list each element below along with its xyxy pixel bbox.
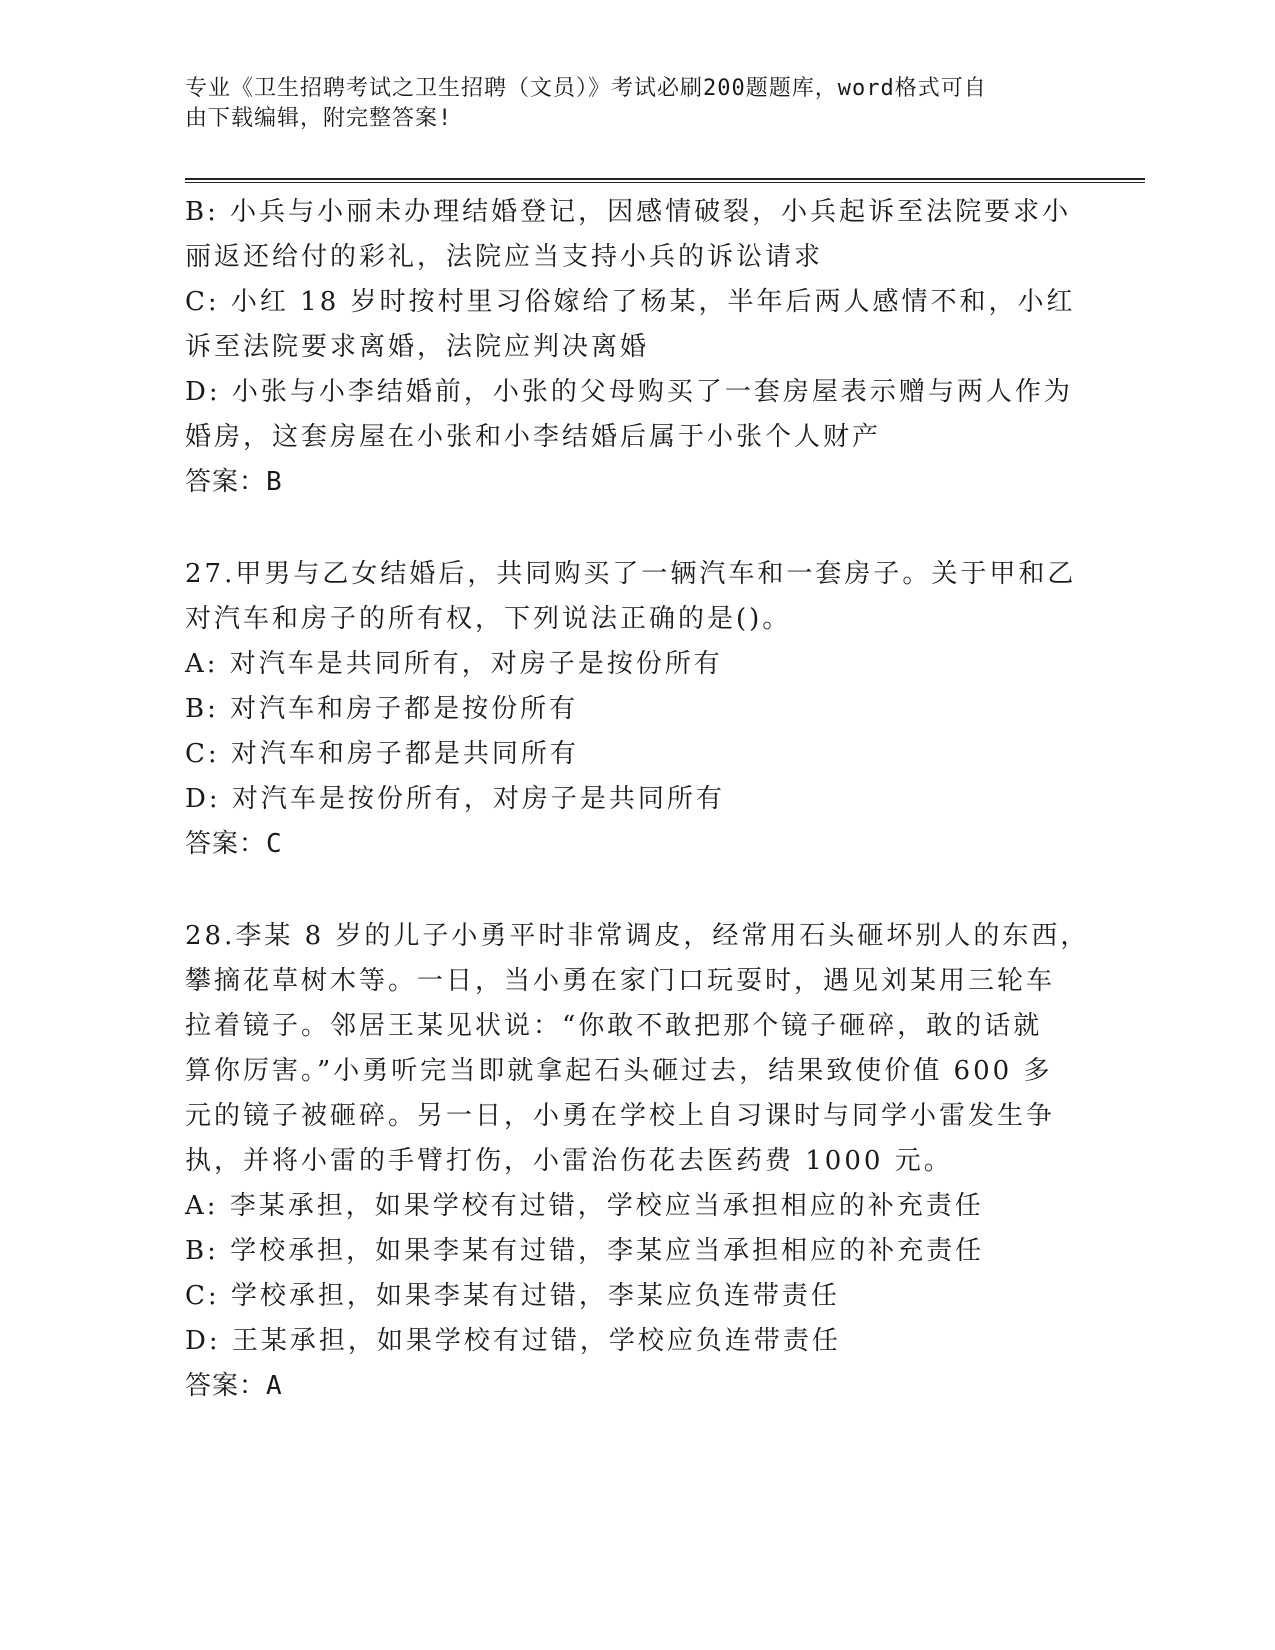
- header-divider-thick: [185, 178, 1145, 180]
- q28-stem-line-5: 元的镜子被砸碎。另一日，小勇在学校上自习课时与同学小雷发生争: [185, 1101, 1056, 1131]
- q28-option-b: B: 学校承担，如果李某有过错，李某应当承担相应的补充责任: [185, 1236, 985, 1266]
- q28-answer: [185, 1364, 1065, 1409]
- q28-option-c: C: 学校承担，如果李某有过错，李某应负连带责任: [185, 1281, 840, 1311]
- question-spacer: [185, 867, 1065, 914]
- q26-option-d-line-2: 婚房，这套房屋在小张和小李结婚后属于小张个人财产: [185, 422, 882, 452]
- q28-stem-line-3: 拉着镜子。邻居王某见状说：“你敢不敢把那个镜子砸碎，敢的话就: [185, 1011, 1043, 1041]
- q27-option-b: B: 对汽车和房子都是按份所有: [185, 694, 579, 724]
- q26-option-c-line-1: C: 小红 18 岁时按村里习俗嫁给了杨某，半年后两人感情不和，小红: [185, 287, 1076, 317]
- q27-option-d: D: 对汽车是按份所有，对房子是共同所有: [185, 784, 725, 814]
- answer-label: 答案：: [185, 467, 267, 497]
- q26-option-b-line-1: B: 小兵与小丽未办理结婚登记，因感情破裂，小兵起诉至法院要求小: [185, 197, 1072, 227]
- q27-answer: [185, 822, 1065, 867]
- q28-stem-line-4: 算你厉害。”小勇听完当即就拿起石头砸过去，结果致使价值 600 多: [185, 1056, 1053, 1086]
- q26-answer: [185, 460, 1065, 505]
- document-header: [185, 74, 1065, 134]
- q27-stem-line-1: 27.甲男与乙女结婚后，共同购买了一辆汽车和一套房子。关于甲和乙: [185, 559, 1077, 589]
- q26-option-b-line-2: 丽返还给付的彩礼，法院应当支持小兵的诉讼请求: [185, 242, 824, 272]
- q28-option-d: D: 王某承担，如果学校有过错，学校应负连带责任: [185, 1326, 841, 1356]
- header-divider-thin: [185, 182, 1145, 183]
- header-line-1: 专业《卫生招聘考试之卫生招聘（文员）》考试必刷200题题库，word格式可自: [185, 76, 987, 101]
- question-spacer: [185, 505, 1065, 552]
- question-26-continued: [185, 190, 1076, 505]
- question-27: [185, 552, 1077, 867]
- answer-value: A: [266, 1371, 283, 1401]
- q27-stem-line-2: 对汽车和房子的所有权，下列说法正确的是()。: [185, 604, 792, 634]
- q28-stem-line-6: 执，并将小雷的手臂打伤，小雷治伤花去医药费 1000 元。: [185, 1146, 953, 1176]
- q27-option-a: A: 对汽车是共同所有，对房子是按份所有: [185, 649, 723, 679]
- document-body: [185, 190, 1090, 1409]
- answer-label: 答案：: [185, 829, 267, 859]
- header-line-2: 由下载编辑，附完整答案!: [185, 106, 453, 131]
- q28-stem-line-1: 28.李某 8 岁的儿子小勇平时非常调皮，经常用石头砸坏别人的东西，: [185, 921, 1090, 951]
- q26-option-c-line-2: 诉至法院要求离婚，法院应判决离婚: [185, 332, 650, 362]
- answer-label: 答案：: [185, 1371, 267, 1401]
- q28-option-a: A: 李某承担，如果学校有过错，学校应当承担相应的补充责任: [185, 1191, 984, 1221]
- answer-value: C: [266, 829, 283, 859]
- q28-stem-line-2: 攀摘花草树木等。一日，当小勇在家门口玩耍时，遇见刘某用三轮车: [185, 966, 1056, 996]
- q27-option-c: C: 对汽车和房子都是共同所有: [185, 739, 579, 769]
- answer-value: B: [266, 467, 283, 497]
- q26-option-d-line-1: D: 小张与小李结婚前，小张的父母购买了一套房屋表示赠与两人作为: [185, 377, 1073, 407]
- question-28: [185, 914, 1090, 1409]
